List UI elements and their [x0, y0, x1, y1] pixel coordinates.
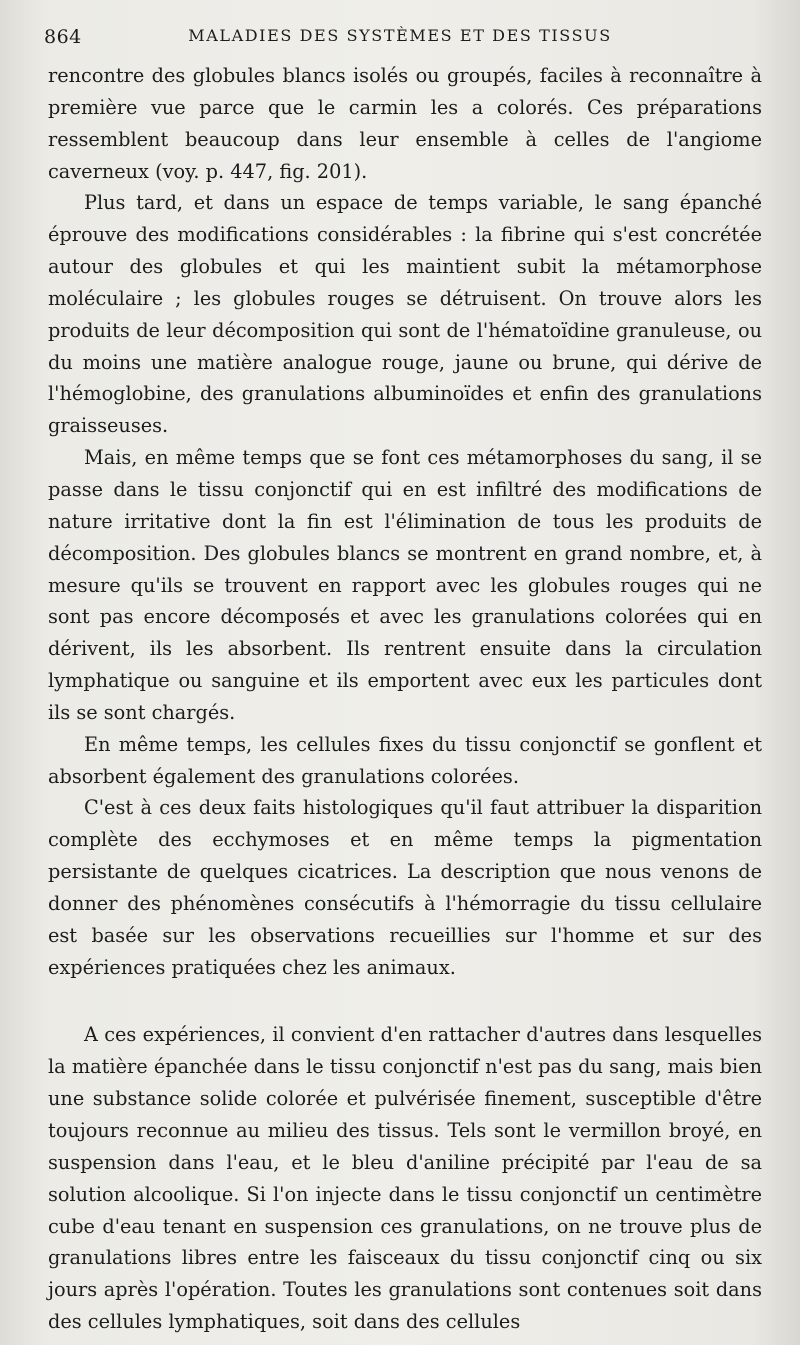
paragraph-fixed-cells: En même temps, les cellules fixes du tissu conjonctif se gonflent et absorbent également des granulations colorées.: [48, 732, 762, 788]
paragraph-connective-tissue: Mais, en même temps que se font ces métamorphoses du sang, il se passe dans le tissu conjonctif qui en est infiltré des modifications de nature irritative dont la fin est l'élimination de tous les produits de décomposition. Des globules blancs se montrent en grand nombre, et, à mesure qu'ils se trouvent en rapport avec les globules rouges qui ne sont pas encore décomposés et avec les granulations colorées qui en dérivent, ils les absorbent. Ils rentrent ensuite dans la circulation lymphatique ou sanguine et ils emportent avec eux les particules dont ils se sont chargés.: [48, 446, 762, 724]
running-title: MALADIES DES SYSTÈMES ET DES TISSUS: [188, 26, 612, 45]
paragraph-continuation: rencontre des globules blancs isolés ou groupés, faciles à reconnaître à première vue parce que le carmin les a colorés. Ces préparations ressemblent beaucoup dans leur ensemble à celles de l'angiome caverneux (voy. p. 447, fig. 201).: [48, 64, 762, 183]
section-gap: [48, 983, 762, 1019]
paragraph-experiments: A ces expériences, il convient d'en rattacher d'autres dans lesquelles la matière épanchée dans le tissu conjonctif n'est pas du sang, mais bien une substance solide colorée et pulvérisée finement, susceptible d'être toujours reconnue au milieu des tissus. Tels sont le vermillon broyé, en suspension dans l'eau, et le bleu d'aniline précipité par l'eau de sa solution alcoolique. Si l'on injecte dans le tissu conjonctif un centimètre cube d'eau tenant en suspension ces granulations, on ne trouve plus de granulations libres entre les faisceaux du tissu conjonctif cinq ou six jours après l'opération. Toutes les granulations sont contenues soit dans des cellules lymphatiques, soit dans des cellules: [48, 1023, 762, 1334]
page-header: [0, 24, 800, 54]
page-number: 864: [44, 26, 82, 48]
paragraph-blood-changes: Plus tard, et dans un espace de temps variable, le sang épanché éprouve des modifications considérables : la fibrine qui s'est concrétée autour des globules et qui les maintient subit la métamorphose moléculaire ; les globules rouges se détruisent. On trouve alors les produits de leur décomposition qui sont de l'hématoïdine granuleuse, ou du moins une matière analogue rouge, jaune ou brune, qui dérive de l'hémoglobine, des granulations albuminoïdes et enfin des granulations graisseuses.: [48, 191, 762, 438]
body-text: [48, 60, 762, 1338]
paragraph-histological-facts: C'est à ces deux faits histologiques qu'il faut attribuer la disparition complète des ecchymoses et en même temps la pigmentation persistante de quelques cicatrices. La description que nous venons de donner des phénomènes consécutifs à l'hémorragie du tissu cellulaire est basée sur les observations recueillies sur l'homme et sur des expériences pratiquées chez les animaux.: [48, 796, 762, 979]
